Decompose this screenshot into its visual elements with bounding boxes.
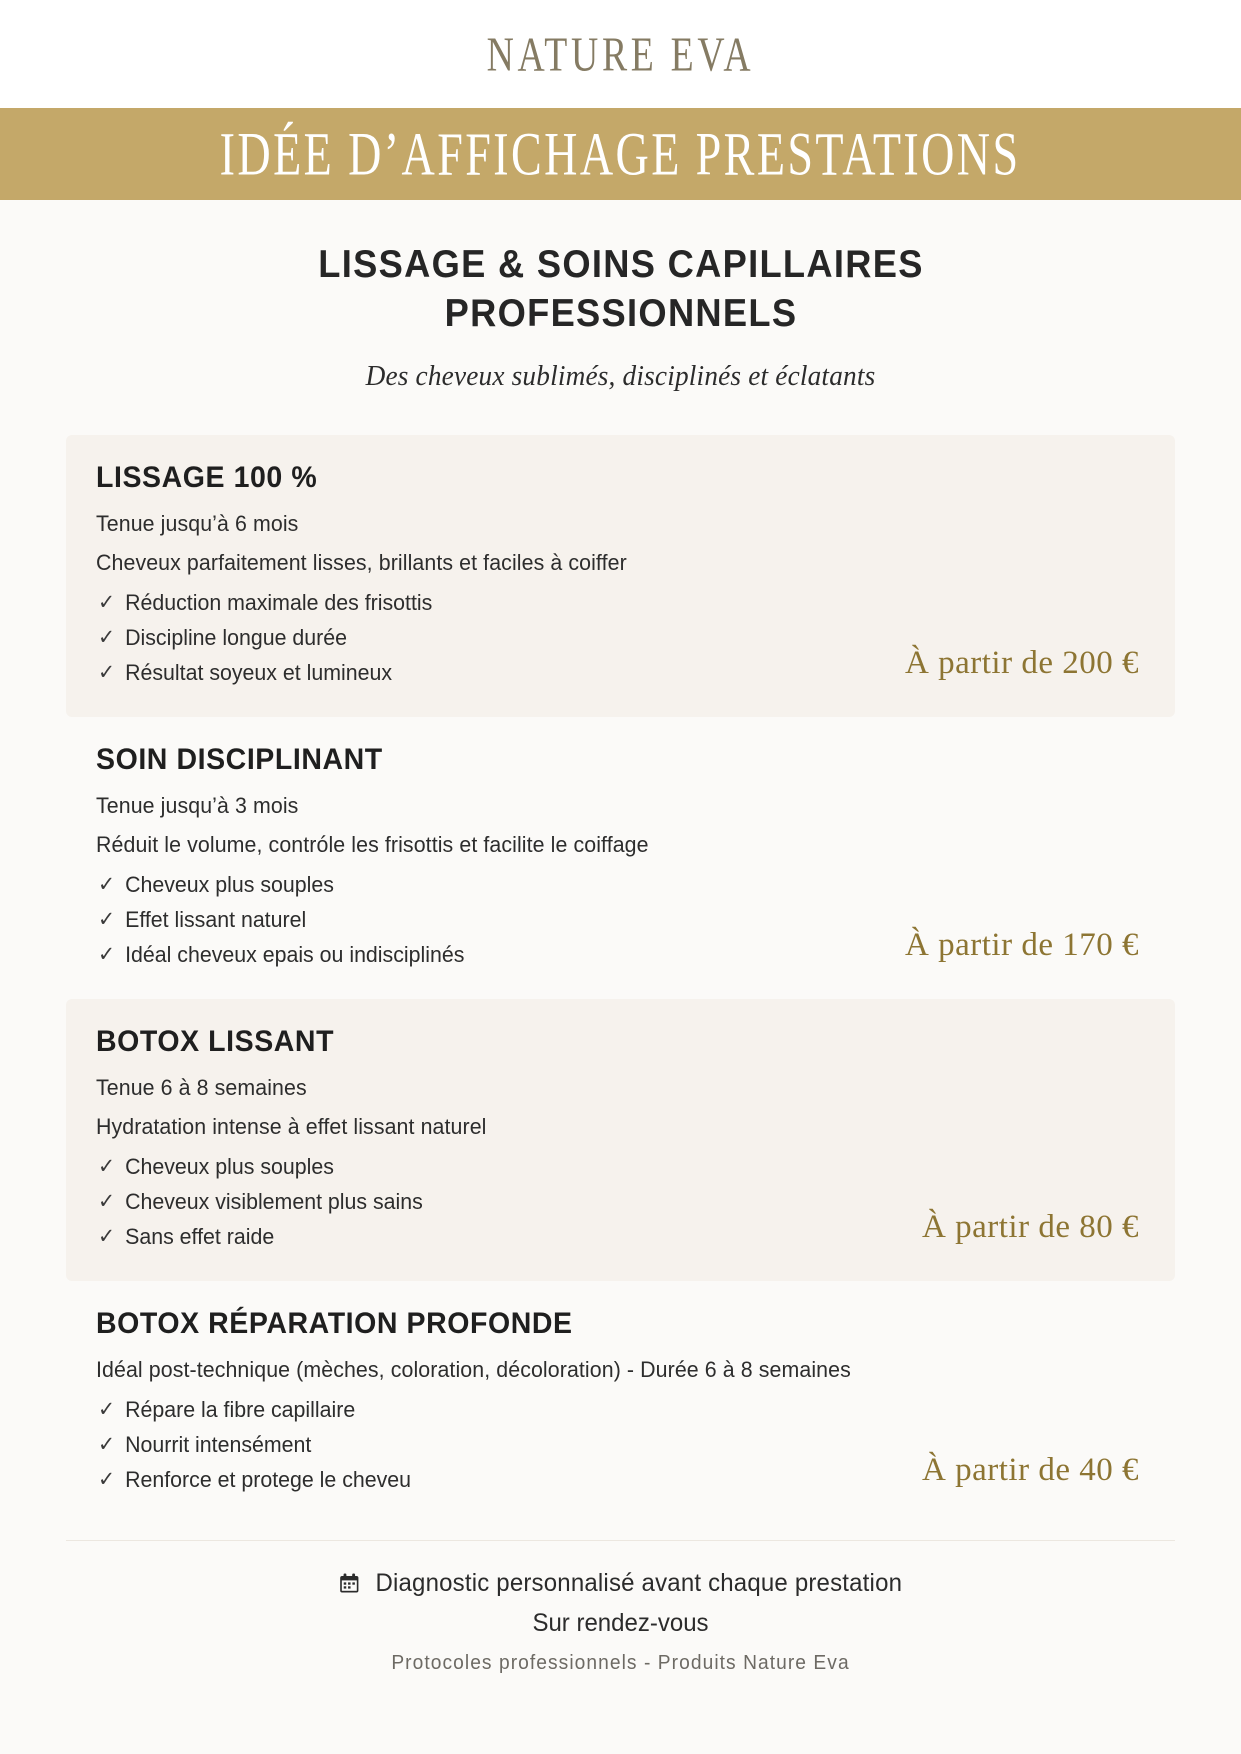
list-item xyxy=(96,590,1114,616)
benefit-label: Réduction maximale des frisottis xyxy=(125,590,433,616)
page-title-line2: PROFESSIONNELS xyxy=(444,292,797,336)
benefit-label: Cheveux plus souples xyxy=(125,1154,334,1180)
service-card-soin-disciplinant[interactable] xyxy=(66,717,1175,999)
service-card-botox-reparation[interactable] xyxy=(66,1281,1175,1524)
check-icon: ✓ xyxy=(97,1433,116,1457)
benefit-label: Renforce et protege le cheveu xyxy=(125,1467,412,1493)
check-icon: ✓ xyxy=(97,1190,116,1214)
poster-body xyxy=(0,200,1241,1754)
service-description: Hydratation intense à effet lissant naturel xyxy=(96,1114,487,1140)
benefit-label: Discipline longue durée xyxy=(125,625,347,651)
check-icon: ✓ xyxy=(97,943,116,967)
check-icon: ✓ xyxy=(97,908,116,932)
brand-logo: NATURE EVA xyxy=(486,26,755,82)
service-price: À partir de 200 € xyxy=(905,645,1139,682)
benefit-label: Nourrit intensément xyxy=(125,1432,312,1458)
service-price: À partir de 80 € xyxy=(922,1209,1139,1246)
service-title: BOTOX RÉPARATION PROFONDE xyxy=(96,1307,573,1341)
page-subtitle: Des cheveux sublimés, disciplinés et éclatants xyxy=(365,360,876,393)
service-duration: Tenue 6 à 8 semaines xyxy=(96,1075,307,1101)
benefit-label: Idéal cheveux epais ou indisciplinés xyxy=(125,942,465,968)
service-title: BOTOX LISSANT xyxy=(96,1025,335,1059)
footer-diagnostic-text: Diagnostic personnalisé avant chaque prestation xyxy=(375,1569,903,1598)
benefit-label: Cheveux visiblement plus sains xyxy=(125,1189,423,1215)
service-duration: Tenue jusqu’à 6 mois xyxy=(96,511,299,537)
page-title xyxy=(202,240,1039,338)
check-icon: ✓ xyxy=(97,591,116,615)
check-icon: ✓ xyxy=(97,626,116,650)
list-item xyxy=(96,1154,1114,1180)
brand-header xyxy=(0,0,1241,108)
services-list xyxy=(66,435,1175,1524)
check-icon: ✓ xyxy=(97,1225,116,1249)
headline-block xyxy=(66,200,1175,393)
check-icon: ✓ xyxy=(97,1468,116,1492)
check-icon: ✓ xyxy=(97,873,116,897)
poster-footer xyxy=(66,1540,1175,1701)
service-duration: Idéal post-technique (mèches, coloration, décoloration) - Durée 6 à 8 semaines xyxy=(96,1357,851,1383)
benefit-label: Effet lissant naturel xyxy=(125,907,307,933)
service-title: LISSAGE 100 % xyxy=(96,461,318,495)
check-icon: ✓ xyxy=(97,661,116,685)
benefit-label: Sans effet raide xyxy=(125,1224,275,1250)
service-duration: Tenue jusqu’à 3 mois xyxy=(96,793,299,819)
service-title: SOIN DISCIPLINANT xyxy=(96,743,383,777)
footer-products-text: Protocoles professionnels - Produits Nature Eva xyxy=(391,1652,850,1675)
list-item xyxy=(96,872,1114,898)
check-icon: ✓ xyxy=(97,1155,116,1179)
check-icon: ✓ xyxy=(97,1398,116,1422)
banner xyxy=(0,108,1241,200)
page-title-line1: LISSAGE & SOINS CAPILLAIRES xyxy=(317,243,924,286)
service-price: À partir de 40 € xyxy=(922,1452,1139,1489)
service-card-lissage-100[interactable] xyxy=(66,435,1175,717)
service-card-botox-lissant[interactable] xyxy=(66,999,1175,1281)
service-description: Cheveux parfaitement lisses, brillants et faciles à coiffer xyxy=(96,550,627,576)
benefit-label: Cheveux plus souples xyxy=(125,872,334,898)
list-item xyxy=(96,1397,1114,1423)
service-price: À partir de 170 € xyxy=(905,927,1139,964)
benefit-label: Résultat soyeux et lumineux xyxy=(125,660,392,686)
footer-appointment-text: Sur rendez-vous xyxy=(532,1609,709,1638)
service-description: Réduit le volume, contróle les frisottis et facilite le coiffage xyxy=(96,832,649,858)
benefit-label: Répare la fibre capillaire xyxy=(125,1397,356,1423)
footer-diagnostic-line xyxy=(88,1569,1153,1601)
banner-title: IDÉE D’AFFICHAGE PRESTATIONS xyxy=(220,120,1021,188)
calendar-icon xyxy=(339,1572,360,1601)
